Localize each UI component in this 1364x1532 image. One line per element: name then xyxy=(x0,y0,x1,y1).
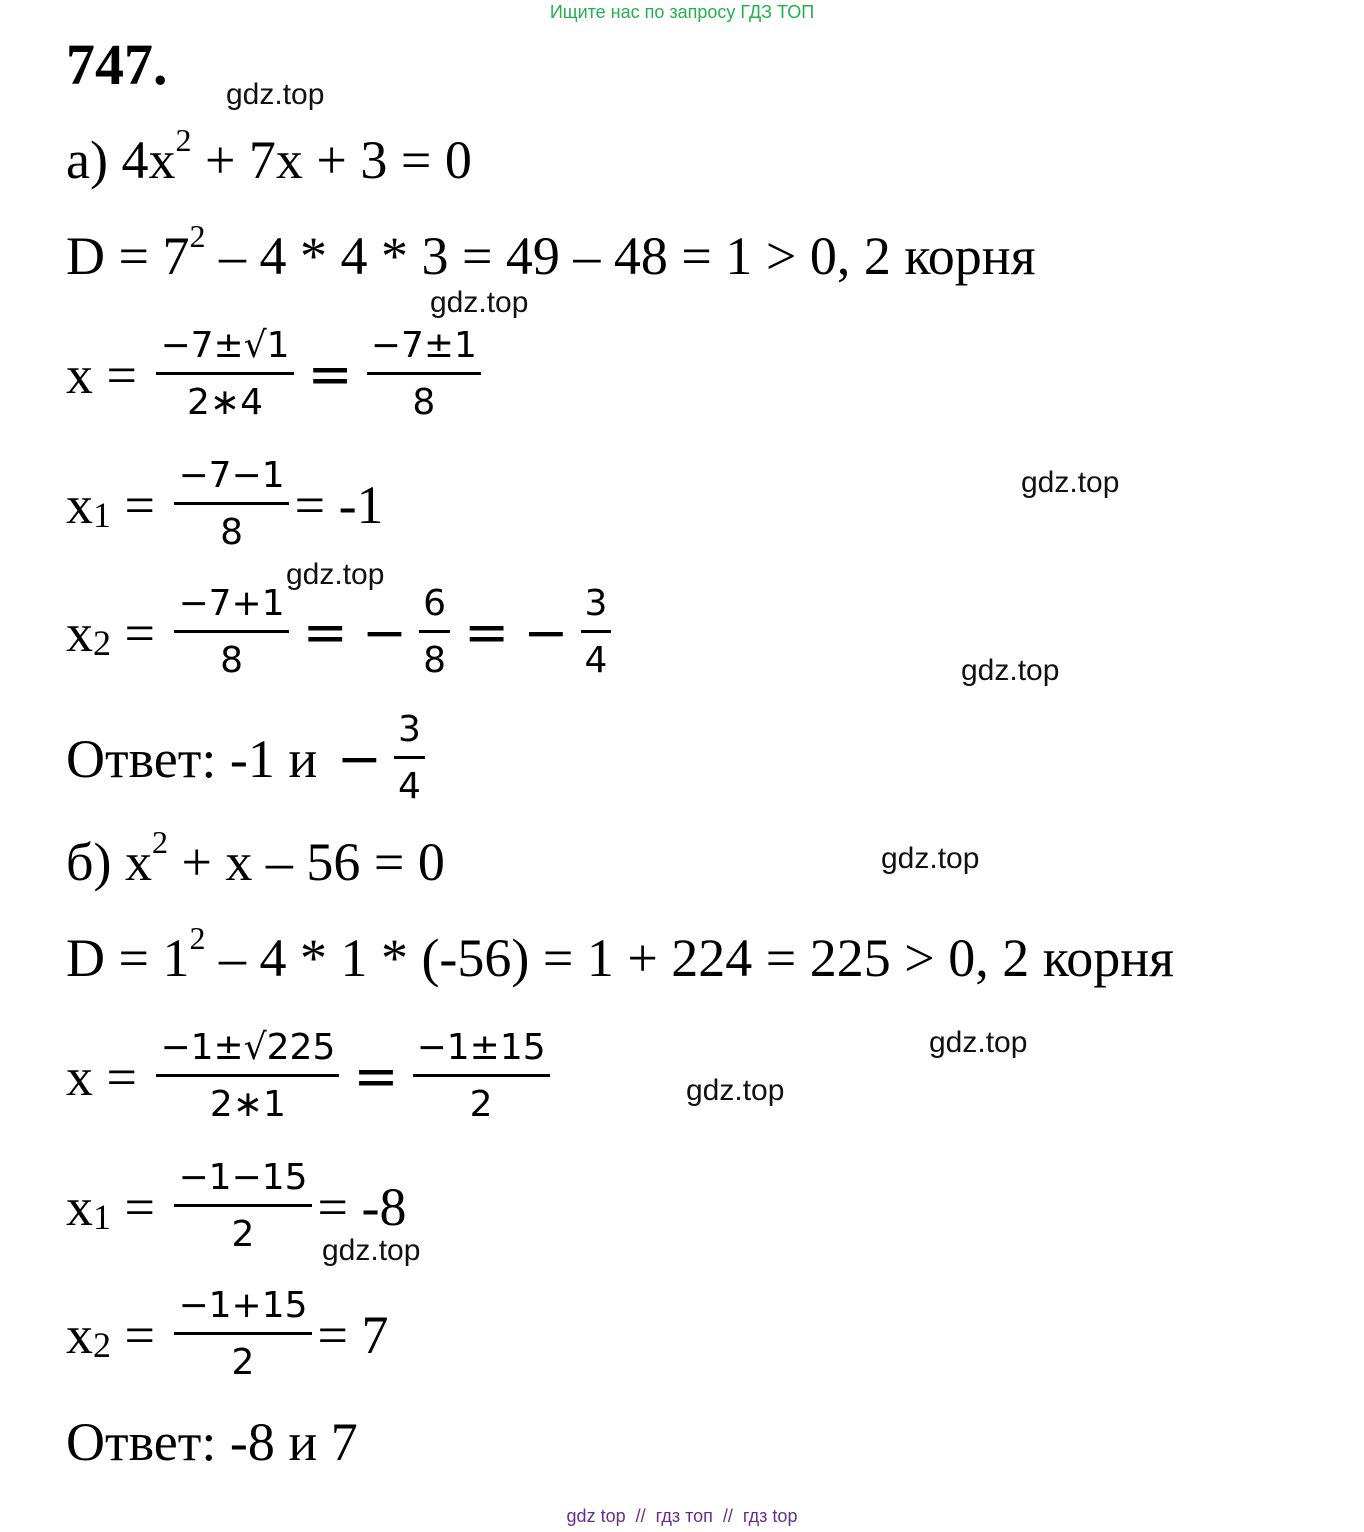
part-b-answer xyxy=(66,1410,358,1474)
part-a-x1-label: x xyxy=(66,474,93,535)
part-a-x1: x $_1$ = $\frac{-7-1}{8}$ = -1 xyxy=(66,455,384,553)
part-b-x-fraction-1 xyxy=(156,1026,339,1127)
part-a-x-fraction-2 xyxy=(367,324,481,425)
equals-sign: = xyxy=(302,600,348,664)
fraction-denominator: 2∗1 xyxy=(209,1084,286,1125)
part-b-equation: б) x $^2$ + x – 56 = 0 xyxy=(66,824,445,892)
part-b-x-fraction-2 xyxy=(413,1026,550,1127)
part-a-discriminant-rest: – 4 * 4 * 3 = 49 – 48 = 1 > 0, 2 корня xyxy=(205,226,1036,286)
minus-sign: − xyxy=(523,600,569,664)
part-a-x-label: x = xyxy=(66,344,151,405)
part-b-x1: x $_1$ = $\frac{-1-15}{2}$ = -8 xyxy=(66,1157,407,1255)
part-b-x1-result: = -8 xyxy=(317,1176,407,1237)
part-b-x2-result: = 7 xyxy=(317,1304,389,1365)
equals-sign: = xyxy=(353,1044,399,1108)
fraction-denominator: 8 xyxy=(412,382,436,423)
top-search-link[interactable] xyxy=(0,0,1364,24)
part-b-x2-fraction xyxy=(174,1284,311,1385)
watermark: gdz.top xyxy=(881,842,980,875)
watermark: gdz.top xyxy=(322,1234,421,1267)
part-b-x-formula xyxy=(66,1026,556,1127)
part-a-x2: x $_2$ = $\frac{-7+1}{8}$ = − $\frac{6}{8}$ = − $\frac{3}{4}$ xyxy=(66,582,617,683)
fraction-denominator: 2 xyxy=(231,1342,255,1383)
part-b-x1-fraction xyxy=(174,1156,311,1257)
fraction-denominator: 4 xyxy=(397,766,421,807)
part-b-discriminant: D = 1 $^2$ – 4 * 1 * (-56) = 1 + 224 = 225 > 0, 2 корня xyxy=(66,920,1174,988)
part-b-x1-label: x xyxy=(66,1176,93,1237)
watermark: gdz.top xyxy=(1021,466,1120,499)
minus-sign: − xyxy=(336,726,382,790)
part-a-x1-eq: = xyxy=(111,474,169,535)
watermark: gdz.top xyxy=(961,654,1060,687)
fraction-denominator: 2 xyxy=(469,1084,493,1125)
fraction-denominator: 4 xyxy=(584,640,608,681)
part-a-x2-eq: = xyxy=(111,602,169,663)
fraction-numerator: −1±15 xyxy=(413,1026,550,1077)
part-b-equation-label: б) x xyxy=(66,832,152,892)
equals-sign: = xyxy=(307,342,353,406)
part-a-x1-result: = -1 xyxy=(294,474,384,535)
fraction-numerator: −7−1 xyxy=(174,454,288,505)
problem-number: 747. xyxy=(66,32,168,97)
footer-links[interactable]: gdz top // гдз топ // гдз top xyxy=(566,1506,798,1526)
part-a-discriminant: D = 7 $^2$ – 4 * 4 * 3 = 49 – 48 = 1 > 0, 2 корня xyxy=(66,218,1036,286)
part-b-x2: x $_2$ = $\frac{-1+15}{2}$ = 7 xyxy=(66,1285,389,1383)
fraction-denominator: 2∗4 xyxy=(187,382,263,423)
fraction-denominator: 2 xyxy=(231,1214,255,1255)
part-a-x-fraction-1 xyxy=(156,324,293,425)
fraction-denominator: 8 xyxy=(423,640,447,681)
watermark: gdz.top xyxy=(430,286,529,319)
fraction-numerator: −1+15 xyxy=(174,1284,311,1335)
part-b-x2-label: x xyxy=(66,1304,93,1365)
fraction-denominator: 8 xyxy=(220,640,243,681)
part-b-x-label: x = xyxy=(66,1046,151,1107)
fraction-numerator: −1±√225 xyxy=(156,1026,339,1077)
part-a-x2-fraction-3 xyxy=(581,582,612,683)
watermark: gdz.top xyxy=(686,1074,785,1107)
fraction-numerator: −7±√1 xyxy=(156,324,293,375)
part-a-discriminant-pre: D = 7 xyxy=(66,226,190,286)
part-a-equation: а) 4x $^2$ + 7x + 3 = 0 xyxy=(66,122,472,190)
top-search-link-text[interactable]: Ищите нас по запросу ГДЗ ТОП xyxy=(549,2,815,22)
part-b-discriminant-pre: D = 1 xyxy=(66,928,190,988)
fraction-numerator: −7+1 xyxy=(174,582,288,633)
part-a-answer xyxy=(66,708,431,809)
part-a-equation-label: а) 4x xyxy=(66,130,176,190)
watermark: gdz.top xyxy=(226,78,325,111)
part-a-answer-text: Ответ: -1 и xyxy=(66,728,331,789)
fraction-numerator: 3 xyxy=(581,582,612,633)
part-b-x1-eq: = xyxy=(111,1176,169,1237)
part-a-answer-fraction xyxy=(394,708,425,809)
watermark: gdz.top xyxy=(286,558,385,591)
part-b-equation-rest: + x – 56 = 0 xyxy=(167,832,445,892)
watermark: gdz.top xyxy=(929,1026,1028,1059)
part-b-x2-eq: = xyxy=(111,1304,169,1365)
fraction-denominator: 8 xyxy=(220,512,243,553)
fraction-numerator: −1−15 xyxy=(174,1156,311,1207)
fraction-numerator: 6 xyxy=(419,582,450,633)
part-a-x1-fraction xyxy=(174,454,288,555)
part-a-x-formula xyxy=(66,324,487,425)
fraction-numerator: −7±1 xyxy=(367,324,481,375)
equals-sign: = xyxy=(464,600,510,664)
minus-sign: − xyxy=(361,600,408,664)
part-a-x2-fraction-2 xyxy=(419,582,450,683)
fraction-numerator: 3 xyxy=(394,708,425,759)
part-b-answer-text: Ответ: -8 и 7 xyxy=(66,1412,358,1472)
part-a-x2-label: x xyxy=(66,602,93,663)
part-a-equation-rest: + 7x + 3 = 0 xyxy=(191,130,472,190)
part-a-x2-fraction-1 xyxy=(174,582,288,683)
part-b-discriminant-rest: – 4 * 1 * (-56) = 1 + 224 = 225 > 0, 2 корня xyxy=(205,928,1174,988)
